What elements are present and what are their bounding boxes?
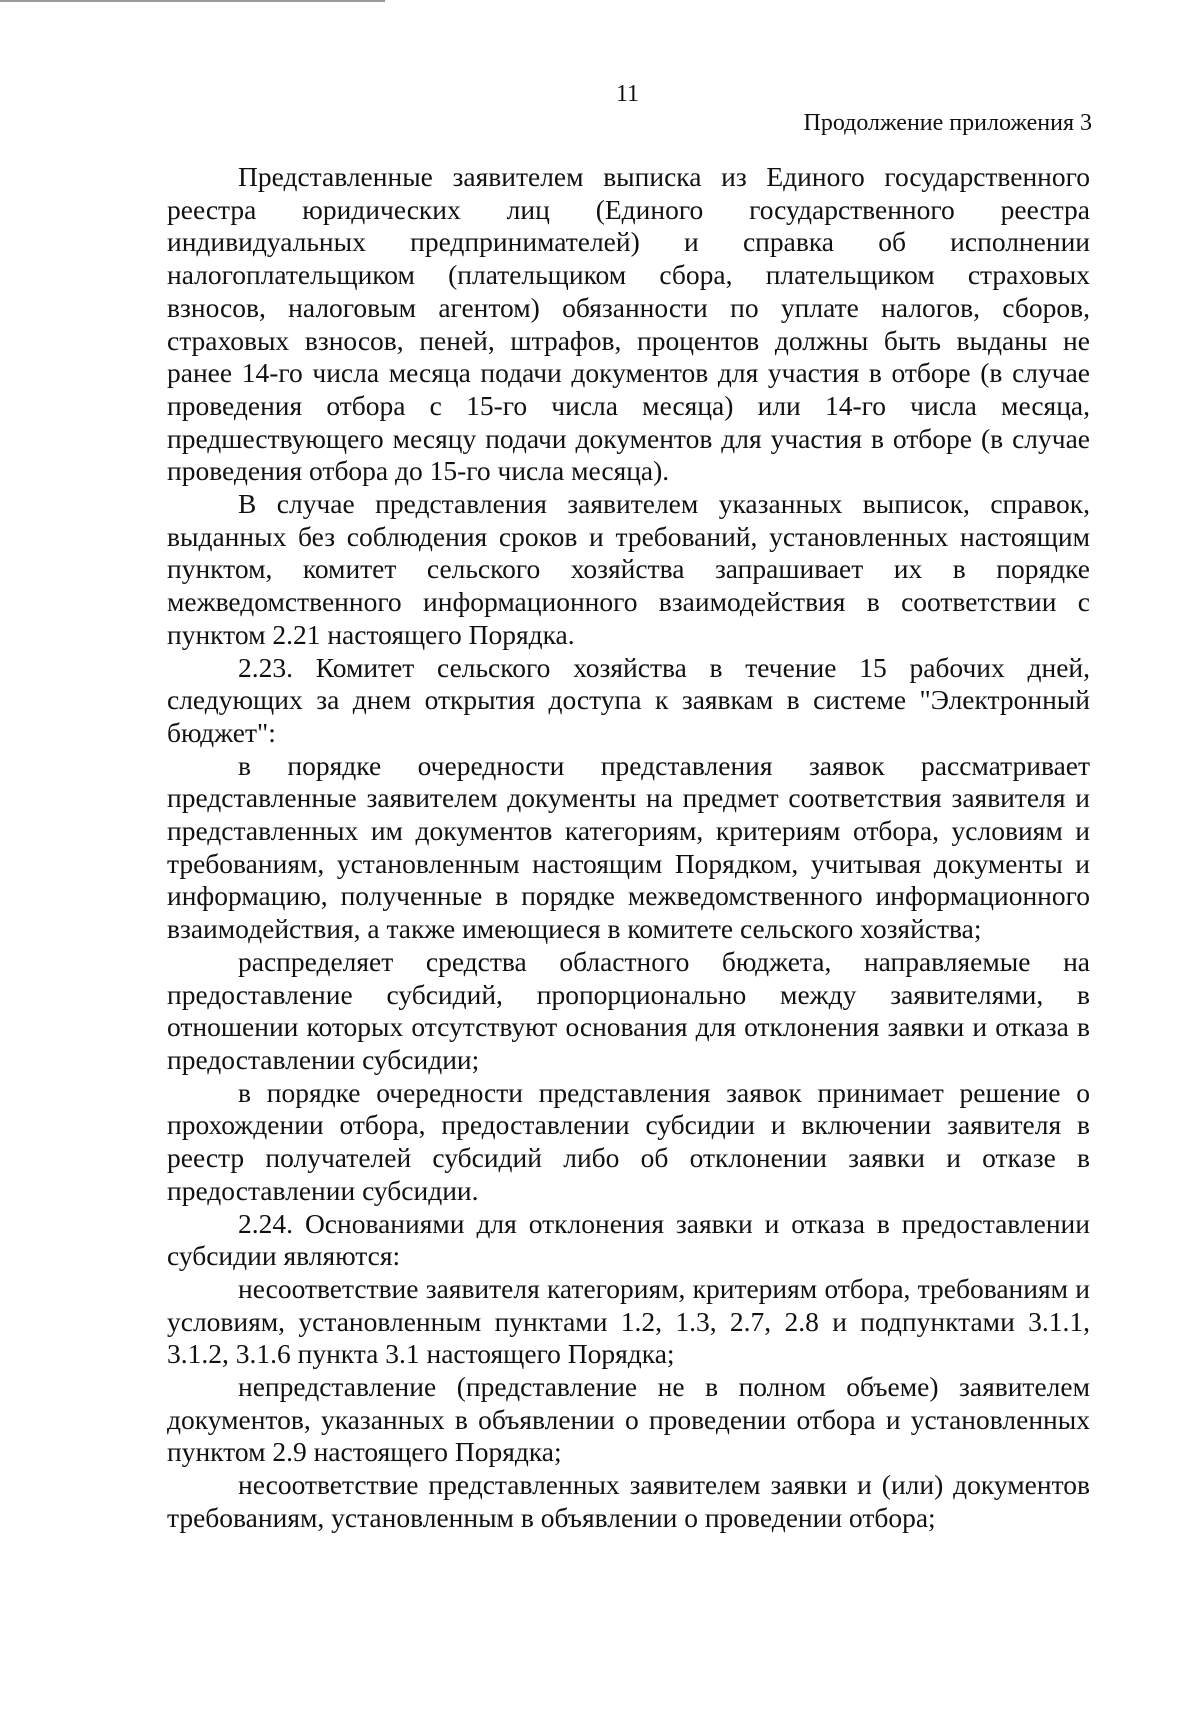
running-header: Продолжение приложения 3 — [803, 110, 1092, 136]
paragraph-review-applications: в порядке очередности представления заявок рассматривает представленные заявителем документы на предмет соответствия заявителя и представленных им документов категориям, критериям отбора, условиям и требованиям, установленным настоящим Порядком, учитывая документы и информацию, полученные в порядке межведомственного информационного взаимодействия, а также имеющиеся в комитете сельского хозяйства; — [167, 749, 1090, 945]
paragraph-interagency-request: В случае представления заявителем указанных выписок, справок, выданных без соблюдения сроков и требований, установленных настоящим пунктом, комитет сельского хозяйства запрашивает их в порядке межведомственного информационного взаимодействия в соответствии с пунктом 2.21 настоящего Порядка. — [167, 488, 1090, 650]
paragraph-selection-decision: в порядке очередности представления заявок принимает решение о прохождении отбора, предоставлении субсидии и включении заявителя в реестр получателей субсидий либо об отклонении заявки и отказе в предоставлении субсидии. — [167, 1076, 1090, 1206]
paragraph-ground-missing-documents: непредставление (представление не в полном объеме) заявителем документов, указанных в объявлении о проведении отбора и установленных пунктом 2.9 настоящего Порядка; — [167, 1371, 1090, 1468]
paragraph-ground-noncompliance: несоответствие заявителя категориям, критериям отбора, требованиям и условиям, установленным пунктами 1.2, 1.3, 2.7, 2.8 и подпунктами 3.1.1, 3.1.2, 3.1.6 пункта 3.1 настоящего Порядка; — [167, 1272, 1090, 1370]
paragraph-ground-requirements-mismatch: несоответствие представленных заявителем заявки и (или) документов требованиям, установленным в объявлении о проведении отбора; — [167, 1469, 1090, 1533]
paragraph-distribute-funds: распределяет средства областного бюджета, направляемые на предоставление субсидий, пропорционально между заявителями, в отношении которых отсутствуют основания для отклонения заявки и отказа в предоставлении субсидии; — [167, 945, 1090, 1075]
paragraph-clause-2-24: 2.24. Основаниями для отклонения заявки и отказа в предоставлении субсидии являются: — [167, 1207, 1090, 1272]
scan-edge-line — [0, 0, 385, 2]
document-body — [167, 161, 1090, 1535]
paragraph-clause-2-23: 2.23. Комитет сельского хозяйства в течение 15 рабочих дней, следующих за днем открытия доступа к заявкам в системе "Электронный бюджет": — [167, 651, 1090, 748]
page-number: 11 — [615, 81, 640, 107]
paragraph-extract-validity: Представленные заявителем выписка из Единого государственного реестра юридических лиц (Единого государственного реестра индивидуальных предпринимателей) и справка об исполнении налогоплательщиком (плательщиком сбора, плательщиком страховых взносов, налоговым агентом) обязанности по уплате налогов, сборов, страховых взносов, пеней, штрафов, процентов должны быть выданы не ранее 14-го числа месяца подачи документов для участия в отборе (в случае проведения отбора с 15-го числа месяца) или 14-го числа месяца, предшествующего месяцу подачи документов для участия в отборе (в случае проведения отбора до 15-го числа месяца). — [167, 161, 1090, 487]
